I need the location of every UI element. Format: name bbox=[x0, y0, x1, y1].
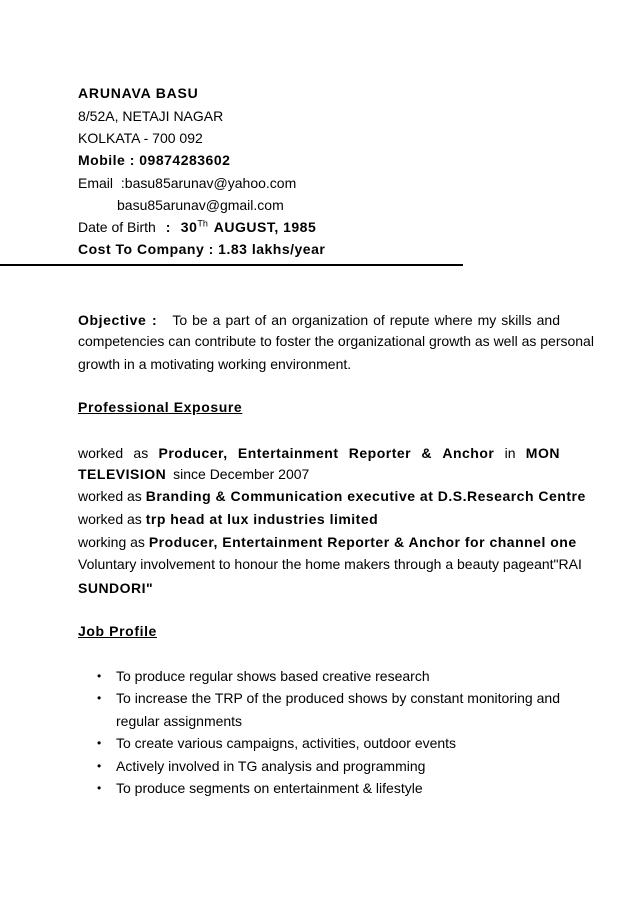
exposure-word: in bbox=[504, 445, 516, 461]
exposure-word: as bbox=[133, 445, 149, 461]
exposure-company: TELEVISION bbox=[78, 466, 167, 482]
job-profile-item: Actively involved in TG analysis and programming bbox=[116, 758, 426, 774]
exposure-role: & bbox=[421, 445, 433, 461]
address-line-1: 8/52A, NETAJI NAGAR bbox=[78, 108, 224, 124]
bullet-icon: • bbox=[97, 669, 102, 683]
date-of-birth bbox=[78, 218, 316, 236]
exposure-line-1 bbox=[78, 444, 560, 462]
objective-text-1: To be a part of an organization of repute where my skills and bbox=[172, 312, 561, 328]
exposure-prefix: worked as bbox=[78, 488, 142, 504]
dob-day: 30 bbox=[180, 219, 198, 235]
job-profile-item: To produce regular shows based creative research bbox=[116, 668, 430, 684]
job-profile-heading: Job Profile bbox=[78, 623, 157, 639]
mobile-number: Mobile : 09874283602 bbox=[78, 152, 231, 168]
objective-line-2: competencies can contribute to foster the organizational growth as well as personal bbox=[78, 333, 594, 349]
exposure-role: Reporter bbox=[348, 445, 412, 461]
exposure-line-7: SUNDORI" bbox=[78, 580, 154, 596]
dob-day-suffix: Th bbox=[197, 218, 208, 229]
exposure-line-3 bbox=[78, 487, 586, 505]
exposure-word: worked bbox=[78, 445, 124, 461]
exposure-company: MON bbox=[525, 445, 560, 461]
email-secondary: basu85arunav@gmail.com bbox=[117, 197, 284, 213]
header-divider bbox=[0, 264, 463, 266]
exposure-line-5 bbox=[78, 533, 577, 551]
exposure-prefix: worked as bbox=[78, 511, 142, 527]
exposure-line-6: Voluntary involvement to honour the home makers through a beauty pageant"RAI bbox=[78, 556, 582, 572]
bullet-icon: • bbox=[97, 736, 102, 750]
address-line-2: KOLKATA - 700 092 bbox=[78, 130, 203, 146]
email-primary: :basu85arunav@yahoo.com bbox=[120, 175, 297, 191]
job-profile-item: To increase the TRP of the produced shows by constant monitoring and bbox=[116, 690, 560, 706]
exposure-line-4 bbox=[78, 510, 378, 528]
email-label: Email bbox=[78, 175, 114, 191]
objective-label: Objective : bbox=[78, 312, 158, 328]
objective-line-1 bbox=[78, 311, 560, 329]
candidate-name: ARUNAVA BASU bbox=[78, 85, 199, 101]
exposure-role: Branding & Communication executive at D.S.Research Centre bbox=[145, 488, 586, 504]
dob-label: Date of Birth bbox=[78, 219, 156, 235]
exposure-role: trp head at lux industries limited bbox=[145, 511, 379, 527]
exposure-role: Producer, bbox=[158, 445, 228, 461]
dob-separator: : bbox=[165, 219, 171, 235]
cost-to-company: Cost To Company : 1.83 lakhs/year bbox=[78, 241, 326, 257]
exposure-role: Producer, Entertainment Reporter & Anchor for channel one bbox=[148, 534, 577, 550]
dob-month-year: AUGUST, 1985 bbox=[213, 219, 317, 235]
exposure-date: since December 2007 bbox=[173, 466, 310, 482]
exposure-role: Entertainment bbox=[237, 445, 339, 461]
exposure-role: Anchor bbox=[442, 445, 495, 461]
professional-exposure-heading: Professional Exposure bbox=[78, 399, 243, 415]
job-profile-item: To produce segments on entertainment & lifestyle bbox=[116, 780, 423, 796]
email-line-1 bbox=[78, 174, 296, 192]
bullet-icon: • bbox=[97, 781, 102, 795]
job-profile-item-continued: regular assignments bbox=[116, 713, 243, 729]
objective-line-3: growth in a motivating working environment. bbox=[78, 356, 352, 372]
exposure-line-2 bbox=[78, 465, 309, 483]
bullet-icon: • bbox=[97, 759, 102, 773]
exposure-prefix: working as bbox=[78, 534, 145, 550]
job-profile-item: To create various campaigns, activities, outdoor events bbox=[116, 735, 457, 751]
bullet-icon: • bbox=[97, 691, 102, 705]
